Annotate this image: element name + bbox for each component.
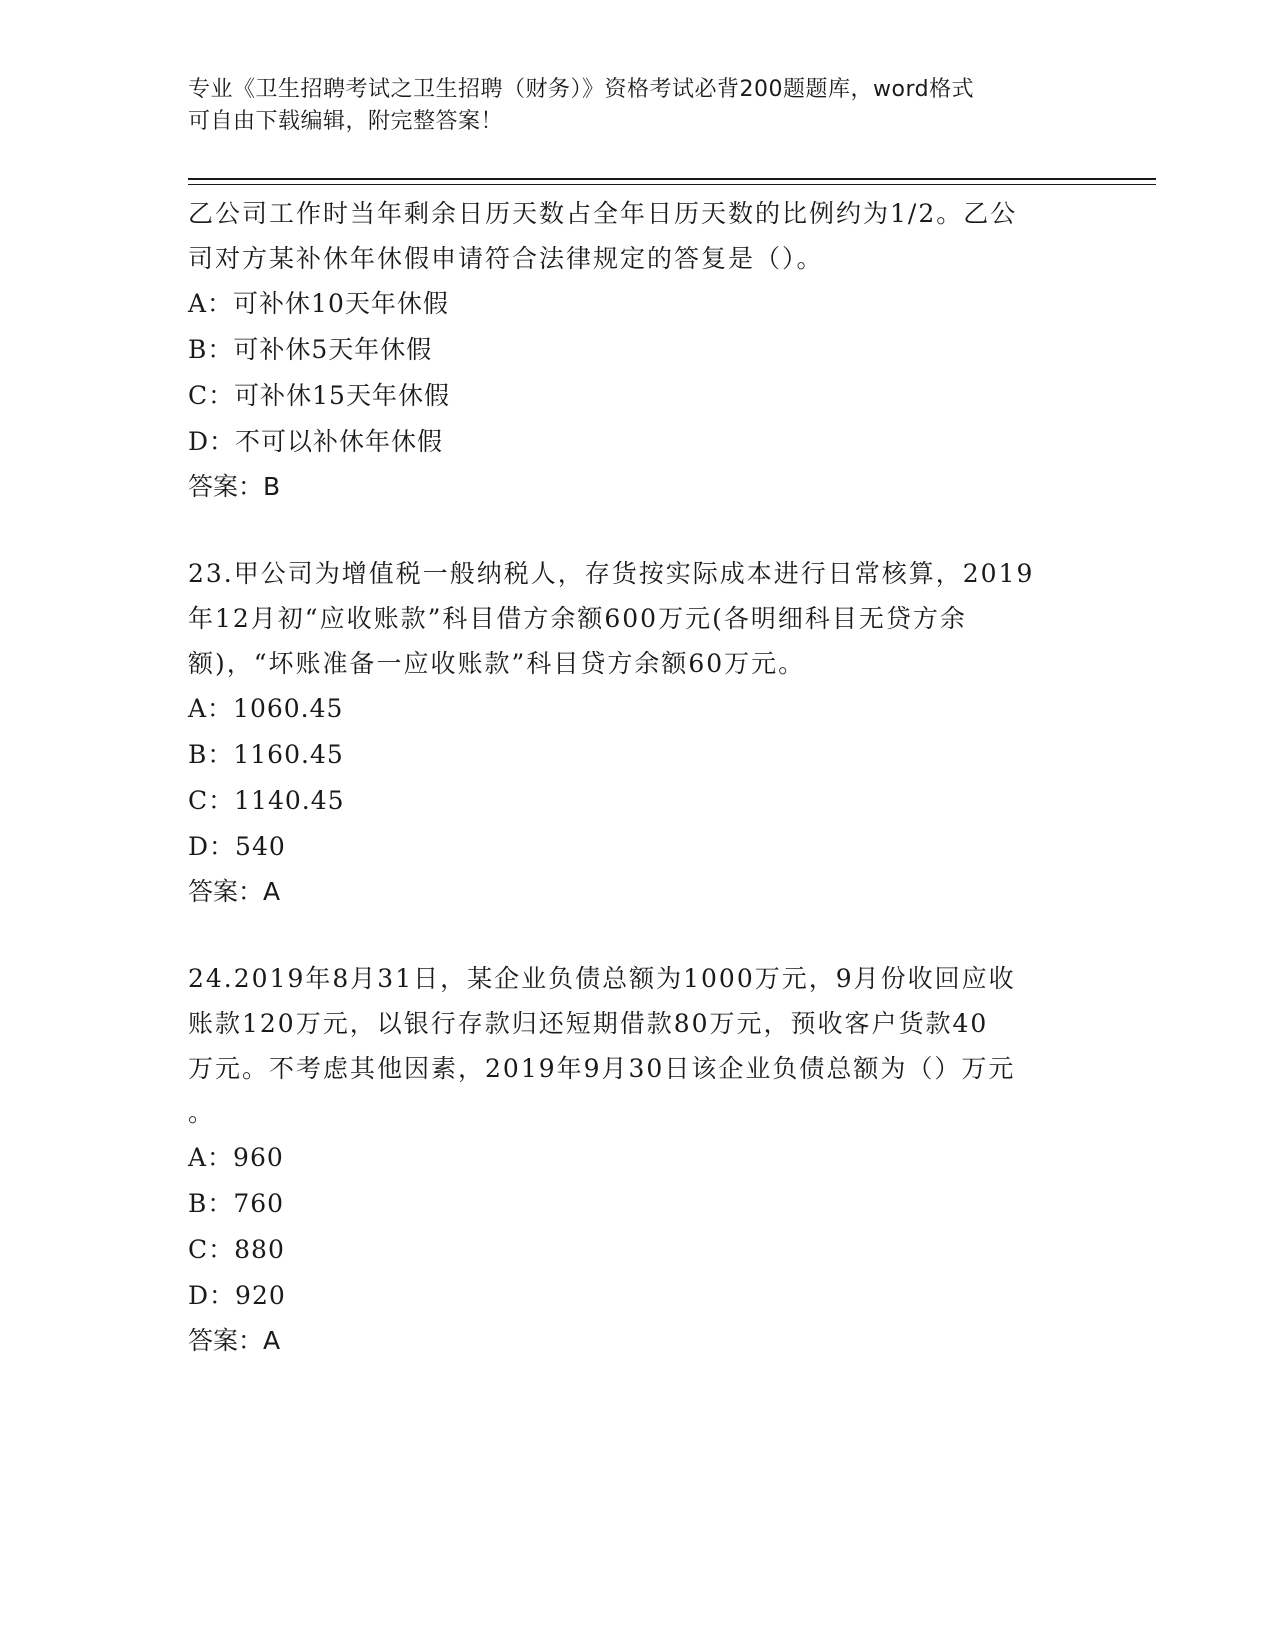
- option-a: A：1060.45: [188, 694, 344, 723]
- question-spacer: [188, 509, 1088, 551]
- answer-line: 答案：A: [188, 1326, 281, 1355]
- header-divider-thick: [188, 178, 1156, 180]
- question-text-line: 24.2019年8月31日，某企业负债总额为1000万元，9月份收回应收: [188, 964, 1016, 993]
- question-text-line: 账款120万元，以银行存款归还短期借款80万元，预收客户货款40: [188, 1009, 989, 1038]
- question-spacer: [188, 914, 1088, 956]
- question-23: [188, 551, 1088, 914]
- question-text-line: 。: [188, 1098, 214, 1127]
- header-divider-thin: [188, 184, 1156, 185]
- option-d: D：540: [188, 832, 286, 861]
- question-text-line: 万元。不考虑其他因素，2019年9月30日该企业负债总额为（）万元: [188, 1054, 1016, 1083]
- option-b: B：1160.45: [188, 740, 344, 769]
- question-list: [188, 191, 1088, 1363]
- answer-line: 答案：B: [188, 472, 281, 501]
- option-c: C：可补休15天年休假: [188, 381, 450, 410]
- option-a: A：960: [188, 1143, 284, 1172]
- question-24: [188, 956, 1088, 1363]
- option-d: D：不可以补休年休假: [188, 427, 444, 456]
- header-title-line-2: 可自由下载编辑，附完整答案！: [188, 109, 504, 134]
- option-c: C：880: [188, 1235, 285, 1264]
- question-text-line: 年12月初“应收账款”科目借方余额600万元(各明细科目无贷方余: [188, 604, 967, 633]
- answer-line: 答案：A: [188, 877, 281, 906]
- option-c: C：1140.45: [188, 786, 345, 815]
- option-b: B：760: [188, 1189, 285, 1218]
- option-b: B：可补休5天年休假: [188, 335, 433, 364]
- option-d: D：920: [188, 1281, 286, 1310]
- question-text-line: 乙公司工作时当年剩余日历天数占全年日历天数的比例约为1/2。乙公: [188, 199, 1018, 228]
- document-header: [188, 74, 1088, 138]
- question-text-line: 23.甲公司为增值税一般纳税人，存货按实际成本进行日常核算，2019: [188, 559, 1035, 588]
- question-text-line: 额)，“坏账准备一应收账款”科目贷方余额60万元。: [188, 649, 806, 678]
- question-22: [188, 191, 1088, 509]
- question-text-line: 司对方某补休年休假申请符合法律规定的答复是（）。: [188, 244, 824, 273]
- header-title-line-1: 专业《卫生招聘考试之卫生招聘（财务）》资格考试必背200题题库，word格式: [188, 77, 975, 102]
- option-a: A：可补休10天年休假: [188, 289, 449, 318]
